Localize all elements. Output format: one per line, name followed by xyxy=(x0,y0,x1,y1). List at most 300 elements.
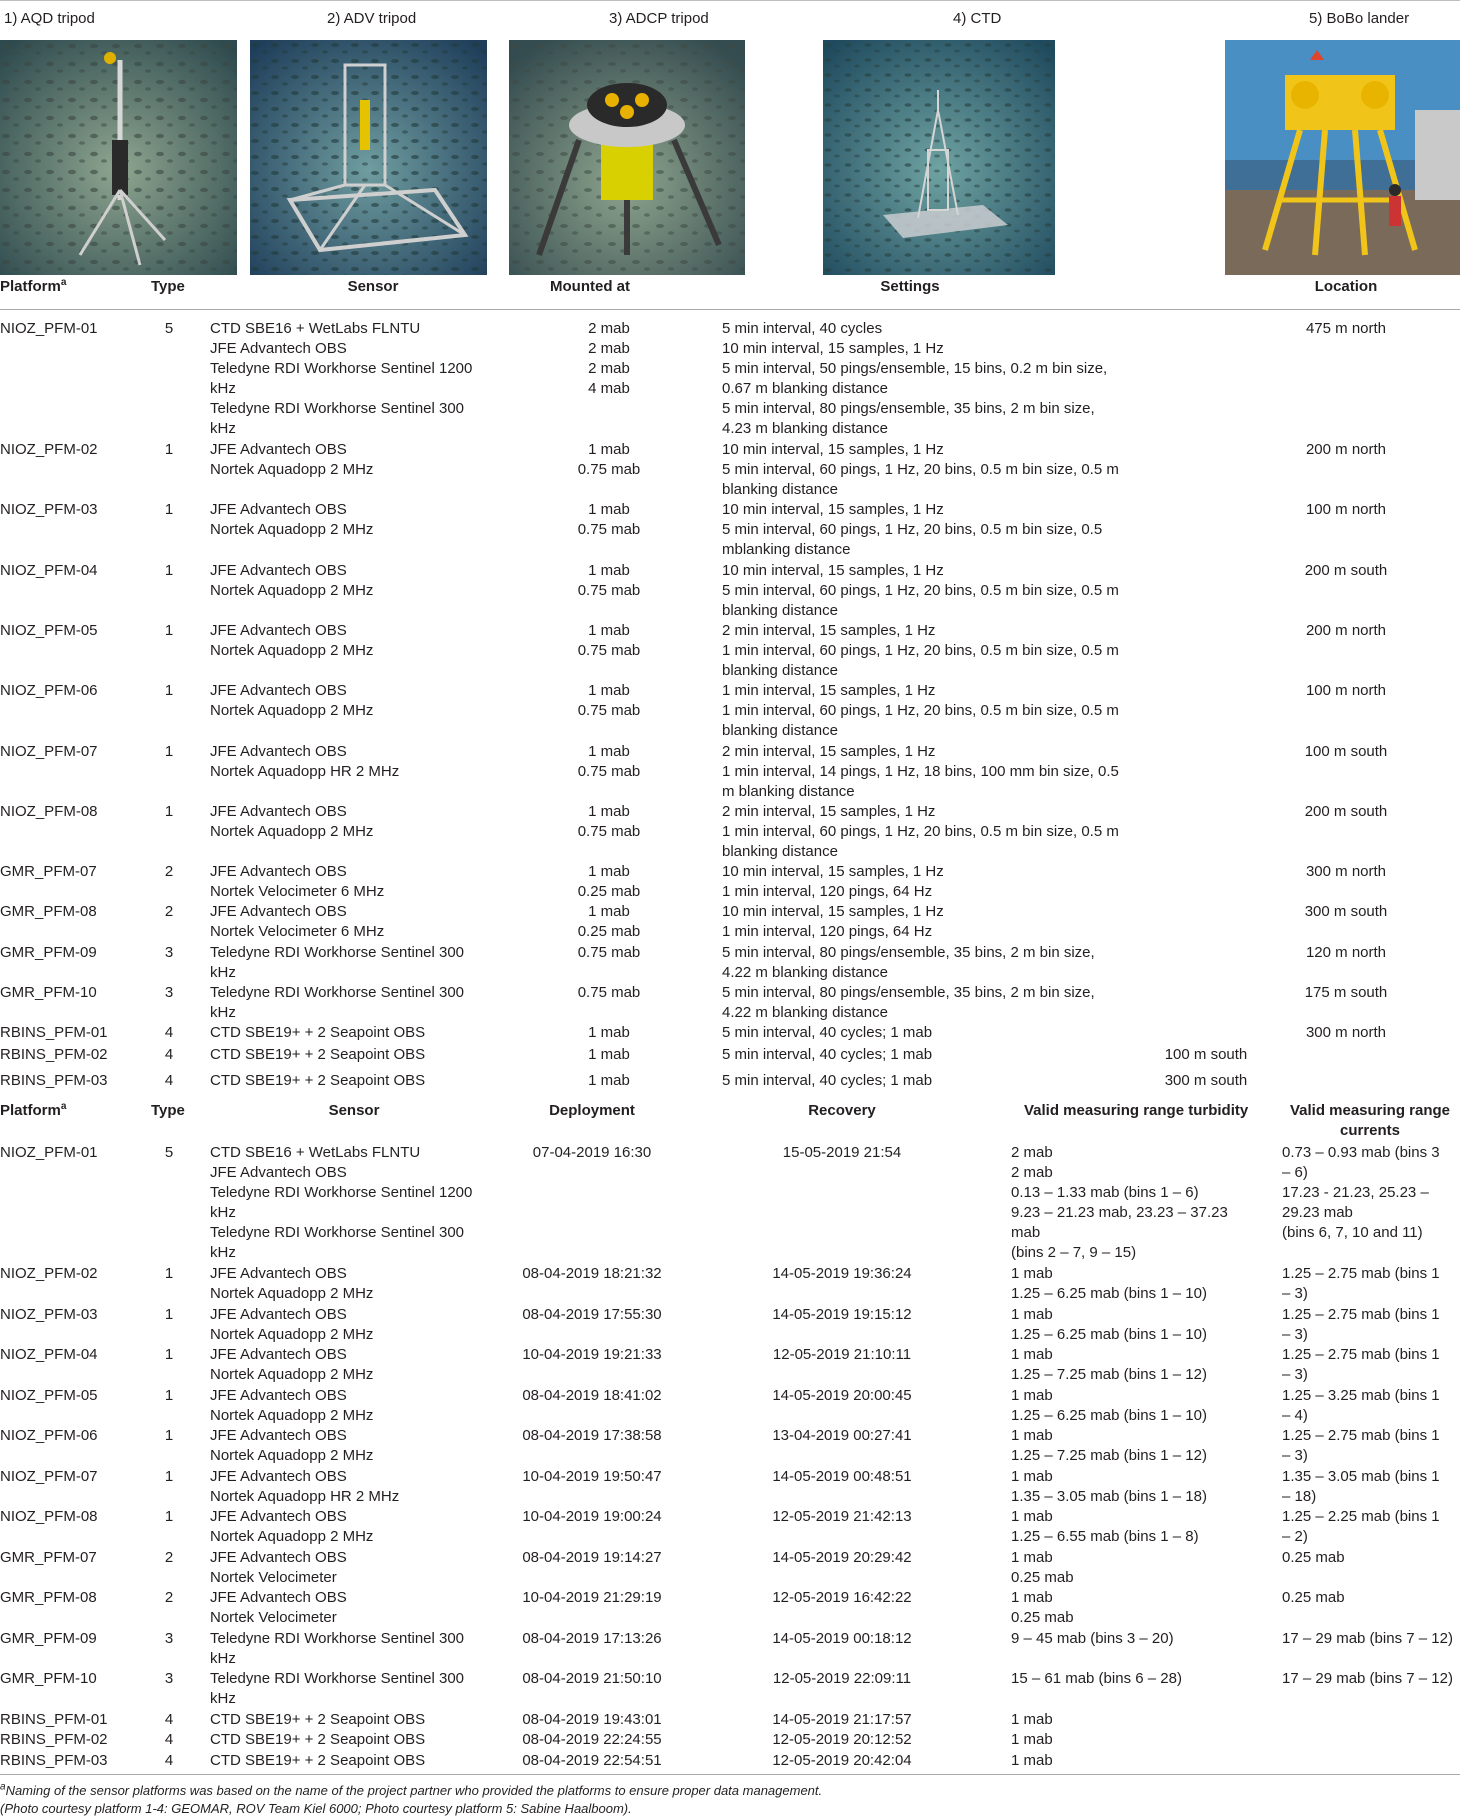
mounted-cell: 1 mab xyxy=(588,682,630,699)
type-cell: 1 xyxy=(164,441,174,458)
turbidity-range-cell: 2 mab xyxy=(1011,1164,1053,1181)
mounted-cell: 0.75 mab xyxy=(577,763,641,780)
currents-range-cell: 17 – 29 mab (bins 7 – 12) xyxy=(1282,1630,1453,1647)
type-cell: 2 xyxy=(164,863,174,880)
location-cell: 200 m north xyxy=(1305,622,1387,639)
currents-range-cell: 1.25 – 2.75 mab (bins 1 xyxy=(1282,1265,1440,1282)
turbidity-range-cell: 1.25 – 6.25 mab (bins 1 – 10) xyxy=(1011,1407,1207,1424)
sensor-cell: CTD SBE19+ + 2 Seapoint OBS xyxy=(210,1046,426,1063)
sensor-cell: CTD SBE19+ + 2 Seapoint OBS xyxy=(210,1731,426,1748)
turbidity-range-cell: 1 mab xyxy=(1011,1549,1053,1566)
photo-label-adv: 2) ADV tripod xyxy=(327,10,417,27)
sensor-cell: Teledyne RDI Workhorse Sentinel 300 xyxy=(210,1670,465,1687)
turbidity-range-cell: mab xyxy=(1011,1224,1041,1241)
currents-range-cell: 1.35 – 3.05 mab (bins 1 xyxy=(1282,1468,1440,1485)
platform-cell: NIOZ_PFM-03 xyxy=(0,501,98,518)
sensor-cell: Nortek Velocimeter 6 MHz xyxy=(210,883,385,900)
sensor-cell: CTD SBE19+ + 2 Seapoint OBS xyxy=(210,1024,426,1041)
sensor-cell: Nortek Aquadopp 2 MHz xyxy=(210,1447,374,1464)
bobo-lander-photo xyxy=(1225,40,1460,275)
type-cell: 3 xyxy=(164,984,174,1001)
type-cell: 1 xyxy=(164,562,174,579)
currents-range-cell: 0.73 – 0.93 mab (bins 3 xyxy=(1282,1144,1440,1161)
sensor-cell: Nortek Velocimeter xyxy=(210,1569,337,1586)
table1-header-rule xyxy=(0,309,1460,310)
sensor-cell: JFE Advantech OBS xyxy=(210,562,347,579)
platform-cell: GMR_PFM-09 xyxy=(0,944,97,961)
col-header-currents-range: currents xyxy=(1339,1122,1401,1139)
sensor-cell: kHz xyxy=(210,964,236,981)
deployment-cell: 08-04-2019 17:13:26 xyxy=(522,1630,662,1647)
platform-cell: NIOZ_PFM-08 xyxy=(0,1508,98,1525)
settings-cell: 10 min interval, 15 samples, 1 Hz xyxy=(722,501,944,518)
sensor-cell: kHz xyxy=(210,1204,236,1221)
currents-range-cell: 1.25 – 2.25 mab (bins 1 xyxy=(1282,1508,1440,1525)
col-header-turbidity-range: Valid measuring range turbidity xyxy=(1024,1102,1249,1119)
settings-cell: 4.22 m blanking distance xyxy=(722,964,888,981)
mounted-cell: 1 mab xyxy=(588,441,630,458)
currents-range-cell: – 4) xyxy=(1282,1407,1308,1424)
type-cell: 2 xyxy=(164,1589,174,1606)
deployment-cell: 08-04-2019 19:43:01 xyxy=(522,1711,662,1728)
turbidity-range-cell: 1 mab xyxy=(1011,1468,1053,1485)
photo-label-ctd: 4) CTD xyxy=(953,10,1002,27)
turbidity-range-cell: (bins 2 – 7, 9 – 15) xyxy=(1011,1244,1137,1261)
sensor-cell: Teledyne RDI Workhorse Sentinel 1200 xyxy=(210,1184,473,1201)
mounted-cell: 1 mab xyxy=(588,743,630,760)
settings-cell: 10 min interval, 15 samples, 1 Hz xyxy=(722,903,944,920)
col-header-deployment: Deployment xyxy=(549,1102,635,1119)
deployment-cell: 08-04-2019 21:50:10 xyxy=(522,1670,662,1687)
currents-range-cell: 17.23 - 21.23, 25.23 – xyxy=(1282,1184,1429,1201)
location-cell: 120 m north xyxy=(1305,944,1387,961)
settings-cell: 5 min interval, 40 cycles xyxy=(722,320,883,337)
turbidity-range-cell: 1 mab xyxy=(1011,1346,1053,1363)
recovery-cell: 14-05-2019 00:48:51 xyxy=(772,1468,912,1485)
mounted-cell: 0.75 mab xyxy=(577,984,641,1001)
settings-cell: 10 min interval, 15 samples, 1 Hz xyxy=(722,562,944,579)
col-header-platform: Platform$^a$ xyxy=(0,277,67,295)
footnote-rule xyxy=(0,1774,1460,1775)
turbidity-range-cell: 2 mab xyxy=(1011,1144,1053,1161)
sensor-cell: Nortek Velocimeter xyxy=(210,1609,337,1626)
mounted-cell: 0.75 mab xyxy=(577,582,641,599)
platform-cell: NIOZ_PFM-04 xyxy=(0,1346,98,1363)
sensor-cell: Nortek Aquadopp 2 MHz xyxy=(210,702,374,719)
settings-cell: 1 min interval, 60 pings, 1 Hz, 20 bins, 0.5 m bin size, 0.5 m xyxy=(722,823,1119,840)
sensor-cell: Teledyne RDI Workhorse Sentinel 300 xyxy=(210,1224,465,1241)
recovery-cell: 12-05-2019 20:12:52 xyxy=(772,1731,912,1748)
sensor-cell: JFE Advantech OBS xyxy=(210,1164,347,1181)
sensor-cell: Nortek Aquadopp 2 MHz xyxy=(210,521,374,538)
sensor-cell: Teledyne RDI Workhorse Sentinel 300 xyxy=(210,400,465,417)
ctd-photo xyxy=(823,40,1055,275)
turbidity-range-cell: 9.23 – 21.23 mab, 23.23 – 37.23 xyxy=(1011,1204,1228,1221)
aqd-tripod-photo xyxy=(0,40,237,275)
currents-range-cell: – 3) xyxy=(1282,1366,1308,1383)
type-cell: 3 xyxy=(164,1630,174,1647)
settings-cell: 4.23 m blanking distance xyxy=(722,420,888,437)
col-header-location: Location xyxy=(1314,278,1378,295)
settings-cell: 5 min interval, 60 pings, 1 Hz, 20 bins, 0.5 m bin size, 0.5 m xyxy=(722,461,1119,478)
recovery-cell: 12-05-2019 21:10:11 xyxy=(772,1346,912,1363)
location-cell: 100 m south xyxy=(1304,743,1388,760)
sensor-cell: Nortek Aquadopp HR 2 MHz xyxy=(210,763,400,780)
type-cell: 1 xyxy=(164,743,174,760)
type-cell: 2 xyxy=(164,1549,174,1566)
sensor-cell: kHz xyxy=(210,1244,236,1261)
type-cell: 1 xyxy=(164,1508,174,1525)
sensor-cell: Nortek Aquadopp 2 MHz xyxy=(210,582,374,599)
deployment-cell: 10-04-2019 19:50:47 xyxy=(522,1468,662,1485)
mounted-cell: 2 mab xyxy=(588,320,630,337)
sensor-cell: kHz xyxy=(210,380,236,397)
col-header-settings: Settings xyxy=(880,278,940,295)
location-cell: 100 m south xyxy=(1164,1046,1248,1063)
settings-cell: blanking distance xyxy=(722,602,838,619)
footnote-photo-credit: (Photo courtesy platform 1-4: GEOMAR, ROV Team Kiel 6000; Photo courtesy platform 5: Sabine Haalboom). xyxy=(0,1801,632,1816)
type-cell: 1 xyxy=(164,1427,174,1444)
platform-cell: NIOZ_PFM-06 xyxy=(0,1427,98,1444)
settings-cell: blanking distance xyxy=(722,722,838,739)
turbidity-range-cell: 1 mab xyxy=(1011,1731,1053,1748)
recovery-cell: 14-05-2019 20:00:45 xyxy=(772,1387,912,1404)
sensor-cell: JFE Advantech OBS xyxy=(210,1508,347,1525)
sensor-cell: JFE Advantech OBS xyxy=(210,743,347,760)
platform-cell: GMR_PFM-08 xyxy=(0,903,97,920)
sensor-cell: kHz xyxy=(210,420,236,437)
sensor-cell: JFE Advantech OBS xyxy=(210,340,347,357)
mounted-cell: 1 mab xyxy=(588,1072,630,1089)
platform-cell: NIOZ_PFM-07 xyxy=(0,743,98,760)
settings-cell: 5 min interval, 50 pings/ensemble, 15 bins, 0.2 m bin size, xyxy=(722,360,1108,377)
recovery-cell: 13-04-2019 00:27:41 xyxy=(772,1427,912,1444)
settings-cell: 2 min interval, 15 samples, 1 Hz xyxy=(722,803,936,820)
platform-cell: NIOZ_PFM-01 xyxy=(0,1144,98,1161)
sensor-cell: CTD SBE19+ + 2 Seapoint OBS xyxy=(210,1752,426,1769)
location-cell: 300 m south xyxy=(1304,903,1388,920)
sensor-cell: Teledyne RDI Workhorse Sentinel 300 xyxy=(210,1630,465,1647)
mounted-cell: 1 mab xyxy=(588,622,630,639)
platform-cell: NIOZ_PFM-01 xyxy=(0,320,98,337)
recovery-cell: 14-05-2019 20:29:42 xyxy=(772,1549,912,1566)
type-cell: 2 xyxy=(164,903,174,920)
sensor-cell: JFE Advantech OBS xyxy=(210,1468,347,1485)
settings-cell: 2 min interval, 15 samples, 1 Hz xyxy=(722,622,936,639)
col-header-type: Type xyxy=(151,1102,185,1119)
platform-cell: NIOZ_PFM-03 xyxy=(0,1306,98,1323)
mounted-cell: 1 mab xyxy=(588,903,630,920)
photo-label-bobo: 5) BoBo lander xyxy=(1309,10,1410,27)
currents-range-cell: 0.25 mab xyxy=(1282,1549,1345,1566)
type-cell: 4 xyxy=(164,1752,174,1769)
location-cell: 300 m north xyxy=(1305,1024,1387,1041)
type-cell: 5 xyxy=(164,1144,174,1161)
platform-cell: NIOZ_PFM-02 xyxy=(0,1265,98,1282)
turbidity-range-cell: 1.25 – 7.25 mab (bins 1 – 12) xyxy=(1011,1366,1207,1383)
sensor-cell: CTD SBE19+ + 2 Seapoint OBS xyxy=(210,1711,426,1728)
platform-cell: NIOZ_PFM-05 xyxy=(0,1387,98,1404)
sensor-cell: JFE Advantech OBS xyxy=(210,1346,347,1363)
mounted-cell: 0.75 mab xyxy=(577,944,641,961)
sensor-cell: kHz xyxy=(210,1650,236,1667)
type-cell: 1 xyxy=(164,803,174,820)
type-cell: 1 xyxy=(164,1387,174,1404)
settings-cell: 5 min interval, 40 cycles; 1 mab xyxy=(722,1046,933,1063)
type-cell: 4 xyxy=(164,1072,174,1089)
platform-cell: NIOZ_PFM-08 xyxy=(0,803,98,820)
settings-cell: 10 min interval, 15 samples, 1 Hz xyxy=(722,441,944,458)
settings-cell: mblanking distance xyxy=(722,541,851,558)
mounted-cell: 0.25 mab xyxy=(577,883,641,900)
settings-cell: 1 min interval, 15 samples, 1 Hz xyxy=(722,682,936,699)
mounted-cell: 1 mab xyxy=(588,863,630,880)
sensor-cell: JFE Advantech OBS xyxy=(210,1549,347,1566)
footnote-naming: $^a$Naming of the sensor platforms was based on the name of the project partner who provided the platforms to ensure proper data management. xyxy=(0,1781,823,1798)
platform-cell: RBINS_PFM-01 xyxy=(0,1711,108,1728)
settings-cell: 1 min interval, 60 pings, 1 Hz, 20 bins, 0.5 m bin size, 0.5 m xyxy=(722,702,1119,719)
recovery-cell: 14-05-2019 19:15:12 xyxy=(772,1306,912,1323)
platform-cell: NIOZ_PFM-06 xyxy=(0,682,98,699)
mounted-cell: 1 mab xyxy=(588,803,630,820)
type-cell: 4 xyxy=(164,1046,174,1063)
turbidity-range-cell: 1 mab xyxy=(1011,1752,1053,1769)
mounted-cell: 0.25 mab xyxy=(577,923,641,940)
type-cell: 4 xyxy=(164,1711,174,1728)
sensor-cell: Teledyne RDI Workhorse Sentinel 1200 xyxy=(210,360,473,377)
deployment-cell: 07-04-2019 16:30 xyxy=(532,1144,652,1161)
settings-cell: 10 min interval, 15 samples, 1 Hz xyxy=(722,863,944,880)
settings-cell: m blanking distance xyxy=(722,783,855,800)
col-header-sensor: Sensor xyxy=(347,278,399,295)
settings-cell: 1 min interval, 14 pings, 1 Hz, 18 bins, 100 mm bin size, 0.5 xyxy=(722,763,1119,780)
settings-cell: 10 min interval, 15 samples, 1 Hz xyxy=(722,340,944,357)
deployment-cell: 08-04-2019 18:41:02 xyxy=(522,1387,662,1404)
turbidity-range-cell: 0.25 mab xyxy=(1011,1609,1074,1626)
sensor-cell: JFE Advantech OBS xyxy=(210,682,347,699)
sensor-cell: kHz xyxy=(210,1690,236,1707)
turbidity-range-cell: 1.35 – 3.05 mab (bins 1 – 18) xyxy=(1011,1488,1207,1505)
photo-label-aqd: 1) AQD tripod xyxy=(4,10,95,27)
deployment-cell: 08-04-2019 19:14:27 xyxy=(522,1549,662,1566)
type-cell: 1 xyxy=(164,1265,174,1282)
col-header-sensor: Sensor xyxy=(328,1102,380,1119)
sensor-cell: Nortek Aquadopp 2 MHz xyxy=(210,1326,374,1343)
sensor-cell: Nortek Aquadopp 2 MHz xyxy=(210,642,374,659)
deployment-cell: 10-04-2019 21:29:19 xyxy=(522,1589,662,1606)
type-cell: 1 xyxy=(164,501,174,518)
location-cell: 100 m north xyxy=(1305,501,1387,518)
photo-label-adcp: 3) ADCP tripod xyxy=(609,10,709,27)
sensor-cell: JFE Advantech OBS xyxy=(210,501,347,518)
deployment-cell: 10-04-2019 19:21:33 xyxy=(522,1346,662,1363)
adv-tripod-photo xyxy=(250,40,487,275)
location-cell: 300 m south xyxy=(1164,1072,1248,1089)
deployment-cell: 08-04-2019 22:54:51 xyxy=(522,1752,662,1769)
settings-cell: 5 min interval, 60 pings, 1 Hz, 20 bins, 0.5 m bin size, 0.5 m xyxy=(722,582,1119,599)
sensor-cell: CTD SBE16 + WetLabs FLNTU xyxy=(210,320,421,337)
sensor-cell: Nortek Aquadopp 2 MHz xyxy=(210,461,374,478)
currents-range-cell: – 3) xyxy=(1282,1326,1308,1343)
col-header-currents-range: Valid measuring range xyxy=(1289,1102,1451,1119)
settings-cell: 5 min interval, 80 pings/ensemble, 35 bins, 2 m bin size, xyxy=(722,984,1095,1001)
sensor-cell: JFE Advantech OBS xyxy=(210,1387,347,1404)
deployment-cell: 08-04-2019 17:55:30 xyxy=(522,1306,662,1323)
platform-cell: RBINS_PFM-03 xyxy=(0,1072,108,1089)
sensor-cell: CTD SBE19+ + 2 Seapoint OBS xyxy=(210,1072,426,1089)
settings-cell: 5 min interval, 80 pings/ensemble, 35 bins, 2 m bin size, xyxy=(722,944,1095,961)
currents-range-cell: 17 – 29 mab (bins 7 – 12) xyxy=(1282,1670,1453,1687)
turbidity-range-cell: 1.25 – 6.55 mab (bins 1 – 8) xyxy=(1011,1528,1199,1545)
type-cell: 1 xyxy=(164,1306,174,1323)
top-rule xyxy=(0,0,1460,1)
mounted-cell: 0.75 mab xyxy=(577,642,641,659)
mounted-cell: 2 mab xyxy=(588,340,630,357)
sensor-cell: Nortek Aquadopp 2 MHz xyxy=(210,1285,374,1302)
currents-range-cell: – 18) xyxy=(1282,1488,1317,1505)
location-cell: 300 m north xyxy=(1305,863,1387,880)
recovery-cell: 14-05-2019 00:18:12 xyxy=(772,1630,912,1647)
sensor-cell: Nortek Aquadopp HR 2 MHz xyxy=(210,1488,400,1505)
sensor-cell: JFE Advantech OBS xyxy=(210,441,347,458)
recovery-cell: 14-05-2019 21:17:57 xyxy=(772,1711,912,1728)
platform-cell: RBINS_PFM-02 xyxy=(0,1046,108,1063)
sensor-cell: JFE Advantech OBS xyxy=(210,863,347,880)
type-cell: 4 xyxy=(164,1024,174,1041)
mounted-cell: 0.75 mab xyxy=(577,521,641,538)
type-cell: 5 xyxy=(164,320,174,337)
sensor-cell: JFE Advantech OBS xyxy=(210,1265,347,1282)
platform-cell: NIOZ_PFM-07 xyxy=(0,1468,98,1485)
platform-cell: GMR_PFM-09 xyxy=(0,1630,97,1647)
currents-range-cell: 29.23 mab xyxy=(1282,1204,1353,1221)
sensor-cell: JFE Advantech OBS xyxy=(210,803,347,820)
turbidity-range-cell: 1 mab xyxy=(1011,1306,1053,1323)
recovery-cell: 12-05-2019 16:42:22 xyxy=(772,1589,912,1606)
turbidity-range-cell: 15 – 61 mab (bins 6 – 28) xyxy=(1011,1670,1182,1687)
settings-cell: blanking distance xyxy=(722,481,838,498)
turbidity-range-cell: 0.25 mab xyxy=(1011,1569,1074,1586)
platform-cell: RBINS_PFM-03 xyxy=(0,1752,108,1769)
deployment-cell: 08-04-2019 17:38:58 xyxy=(522,1427,662,1444)
settings-cell: 1 min interval, 60 pings, 1 Hz, 20 bins, 0.5 m bin size, 0.5 m xyxy=(722,642,1119,659)
col-header-platform: Platform$^a$ xyxy=(0,1101,67,1119)
platform-cell: NIOZ_PFM-02 xyxy=(0,441,98,458)
sensor-cell: JFE Advantech OBS xyxy=(210,1306,347,1323)
sensor-cell: JFE Advantech OBS xyxy=(210,1589,347,1606)
turbidity-range-cell: 1.25 – 7.25 mab (bins 1 – 12) xyxy=(1011,1447,1207,1464)
sensor-cell: Nortek Aquadopp 2 MHz xyxy=(210,1407,374,1424)
mounted-cell: 0.75 mab xyxy=(577,461,641,478)
type-cell: 1 xyxy=(164,1468,174,1485)
platform-cell: RBINS_PFM-02 xyxy=(0,1731,108,1748)
type-cell: 1 xyxy=(164,682,174,699)
turbidity-range-cell: 1 mab xyxy=(1011,1265,1053,1282)
settings-cell: 5 min interval, 80 pings/ensemble, 35 bins, 2 m bin size, xyxy=(722,400,1095,417)
mounted-cell: 1 mab xyxy=(588,501,630,518)
currents-range-cell: 0.25 mab xyxy=(1282,1589,1345,1606)
type-cell: 4 xyxy=(164,1731,174,1748)
currents-range-cell: – 2) xyxy=(1282,1528,1308,1545)
platform-cell: NIOZ_PFM-04 xyxy=(0,562,98,579)
currents-range-cell: 1.25 – 2.75 mab (bins 1 xyxy=(1282,1427,1440,1444)
platform-cell: GMR_PFM-07 xyxy=(0,863,97,880)
mounted-cell: 0.75 mab xyxy=(577,823,641,840)
sensor-cell: CTD SBE16 + WetLabs FLNTU xyxy=(210,1144,421,1161)
settings-cell: 5 min interval, 60 pings, 1 Hz, 20 bins, 0.5 m bin size, 0.5 xyxy=(722,521,1103,538)
deployment-cell: 08-04-2019 22:24:55 xyxy=(522,1731,662,1748)
sensor-cell: Teledyne RDI Workhorse Sentinel 300 xyxy=(210,944,465,961)
turbidity-range-cell: 0.13 – 1.33 mab (bins 1 – 6) xyxy=(1011,1184,1199,1201)
sensor-cell: Teledyne RDI Workhorse Sentinel 300 xyxy=(210,984,465,1001)
turbidity-range-cell: 1 mab xyxy=(1011,1711,1053,1728)
sensor-cell: kHz xyxy=(210,1004,236,1021)
col-header-mounted: Mounted at xyxy=(550,278,630,295)
mounted-cell: 4 mab xyxy=(588,380,630,397)
currents-range-cell: 1.25 – 2.75 mab (bins 1 xyxy=(1282,1346,1440,1363)
location-cell: 200 m north xyxy=(1305,441,1387,458)
mounted-cell: 0.75 mab xyxy=(577,702,641,719)
recovery-cell: 12-05-2019 20:42:04 xyxy=(772,1752,912,1769)
recovery-cell: 12-05-2019 21:42:13 xyxy=(772,1508,912,1525)
deployment-cell: 10-04-2019 19:00:24 xyxy=(522,1508,662,1525)
settings-cell: 1 min interval, 120 pings, 64 Hz xyxy=(722,883,933,900)
location-cell: 200 m south xyxy=(1304,562,1388,579)
sensor-cell: Nortek Aquadopp 2 MHz xyxy=(210,823,374,840)
sensor-cell: Nortek Aquadopp 2 MHz xyxy=(210,1528,374,1545)
recovery-cell: 12-05-2019 22:09:11 xyxy=(772,1670,912,1687)
turbidity-range-cell: 1 mab xyxy=(1011,1427,1053,1444)
sensor-cell: JFE Advantech OBS xyxy=(210,903,347,920)
currents-range-cell: – 3) xyxy=(1282,1447,1308,1464)
location-cell: 200 m south xyxy=(1304,803,1388,820)
platform-cell: GMR_PFM-10 xyxy=(0,1670,97,1687)
mounted-cell: 2 mab xyxy=(588,360,630,377)
turbidity-range-cell: 1 mab xyxy=(1011,1508,1053,1525)
type-cell: 1 xyxy=(164,1346,174,1363)
settings-cell: 5 min interval, 40 cycles; 1 mab xyxy=(722,1024,933,1041)
currents-range-cell: – 3) xyxy=(1282,1285,1308,1302)
recovery-cell: 14-05-2019 19:36:24 xyxy=(772,1265,912,1282)
turbidity-range-cell: 1.25 – 6.25 mab (bins 1 – 10) xyxy=(1011,1285,1207,1302)
mounted-cell: 1 mab xyxy=(588,1024,630,1041)
settings-cell: blanking distance xyxy=(722,843,838,860)
settings-cell: 2 min interval, 15 samples, 1 Hz xyxy=(722,743,936,760)
settings-cell: 0.67 m blanking distance xyxy=(722,380,888,397)
type-cell: 3 xyxy=(164,1670,174,1687)
adcp-tripod-photo xyxy=(509,40,745,275)
turbidity-range-cell: 1.25 – 6.25 mab (bins 1 – 10) xyxy=(1011,1326,1207,1343)
currents-range-cell: (bins 6, 7, 10 and 11) xyxy=(1282,1224,1423,1241)
sensor-cell: JFE Advantech OBS xyxy=(210,622,347,639)
col-header-type: Type xyxy=(151,278,185,295)
type-cell: 3 xyxy=(164,944,174,961)
col-header-recovery: Recovery xyxy=(808,1102,876,1119)
location-cell: 475 m north xyxy=(1305,320,1387,337)
settings-cell: blanking distance xyxy=(722,662,838,679)
turbidity-range-cell: 1 mab xyxy=(1011,1387,1053,1404)
settings-cell: 5 min interval, 40 cycles; 1 mab xyxy=(722,1072,933,1089)
platform-cell: GMR_PFM-08 xyxy=(0,1589,97,1606)
mounted-cell: 1 mab xyxy=(588,562,630,579)
mounted-cell: 1 mab xyxy=(588,1046,630,1063)
location-cell: 175 m south xyxy=(1304,984,1388,1001)
platform-cell: RBINS_PFM-01 xyxy=(0,1024,108,1041)
platform-cell: GMR_PFM-10 xyxy=(0,984,97,1001)
currents-range-cell: 1.25 – 2.75 mab (bins 1 xyxy=(1282,1306,1440,1323)
location-cell: 100 m north xyxy=(1305,682,1387,699)
sensor-cell: Nortek Velocimeter 6 MHz xyxy=(210,923,385,940)
